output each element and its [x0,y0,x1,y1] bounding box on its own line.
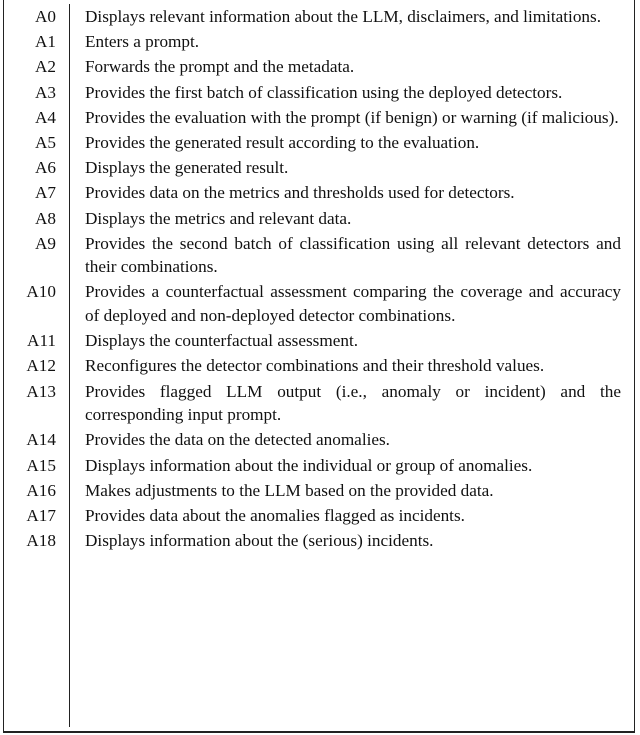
table-row [4,181,634,206]
action-description: Displays relevant information about the LLM, disclaimers, and limitations. [85,7,601,26]
actions-table [3,0,635,733]
action-description: Provides data on the metrics and thresholds used for detectors. [85,183,515,203]
table-row [4,454,634,479]
action-description: Provides the generated result according to the evaluation. [85,132,480,152]
action-description: Makes adjustments to the LLM based on the provided data. [85,480,494,500]
action-description: Provides the evaluation with the prompt (if benign) or warning (if malicious). [85,107,619,127]
action-id: A10 [26,282,56,302]
table-row [4,5,634,30]
action-id: A2 [34,57,56,77]
action-description: Reconfigures the detector combinations and their threshold values. [85,356,545,376]
action-id: A14 [26,430,56,450]
action-id: A13 [26,381,56,401]
table-row [4,380,634,429]
action-description: Provides data about the anomalies flagged as incidents. [85,505,465,525]
action-description: Displays the generated result. [85,158,289,178]
table-row [4,428,634,453]
action-description: Displays information about the (serious) incidents. [85,531,434,551]
table-row [4,232,634,281]
action-id: A11 [27,331,56,351]
action-id: A0 [34,7,56,26]
table-row [4,131,634,156]
action-id: A7 [34,183,56,203]
action-id: A18 [26,531,56,551]
action-id: A1 [34,32,56,52]
table-row [4,81,634,106]
table-row [4,479,634,504]
table-row [4,106,634,131]
table-row [4,329,634,354]
action-description: Enters a prompt. [85,32,200,52]
action-description: Provides a counterfactual assessment comparing the coverage and accuracy of deployed and non-deployed detector combinations. [85,282,621,326]
table-row [4,280,634,329]
action-description: Displays information about the individual or group of anomalies. [85,455,533,475]
table-row [4,30,634,55]
action-description: Provides the data on the detected anomalies. [85,430,390,450]
action-id: A12 [26,356,56,376]
action-id: A15 [26,455,56,475]
table-row [4,207,634,232]
table-row [4,156,634,181]
action-id: A5 [34,132,56,152]
action-id: A17 [26,505,56,525]
action-description: Provides the first batch of classification using the deployed detectors. [85,82,563,102]
action-id: A3 [34,82,56,102]
table-row [4,354,634,379]
column-divider [69,4,70,727]
table-row [4,55,634,80]
table-row [4,529,634,554]
action-id: A16 [26,480,56,500]
table-row [4,504,634,529]
actions-table-grid [4,5,634,554]
action-description: Displays the counterfactual assessment. [85,331,359,351]
action-description: Provides the second batch of classification using all relevant detectors and their combinations. [85,233,621,277]
action-description: Displays the metrics and relevant data. [85,208,352,228]
action-id: A4 [34,107,56,127]
action-description: Provides flagged LLM output (i.e., anomaly or incident) and the corresponding input prompt. [85,381,621,425]
action-id: A6 [34,158,56,178]
action-description: Forwards the prompt and the metadata. [85,57,355,77]
action-id: A9 [34,233,56,253]
action-id: A8 [34,208,56,228]
